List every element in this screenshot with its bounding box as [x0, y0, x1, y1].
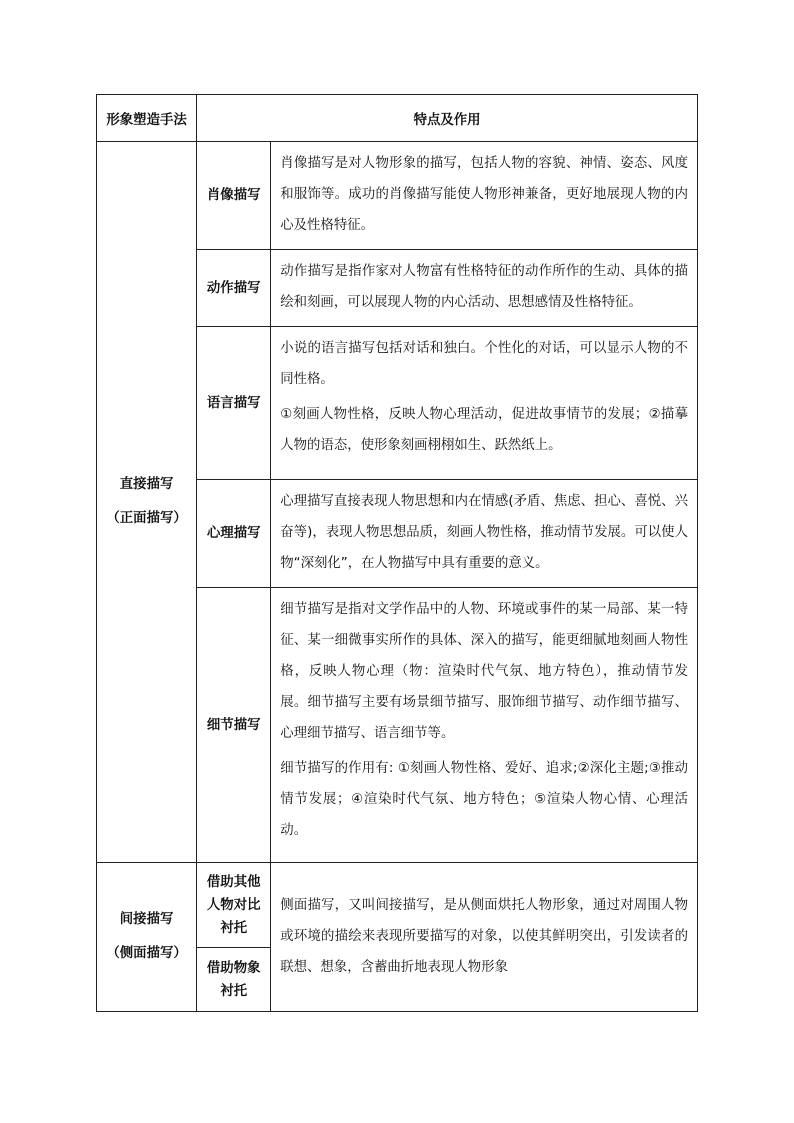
direct-subtitle: （正面描写）	[106, 511, 187, 526]
row-label: 语言描写	[197, 327, 271, 480]
header-row	[97, 95, 698, 142]
paragraph: ①刻画人物性格，反映人物心理活动，促进故事情节的发展；②描摹人物的语态，使形象刻画栩栩如生、跃然纸上。	[280, 407, 688, 453]
paragraph: 小说的语言描写包括对话和独白。个性化的对话，可以显示人物的不同性格。	[280, 341, 688, 387]
table-row	[97, 863, 698, 948]
header-method: 形象塑造手法	[97, 95, 197, 142]
table-row	[97, 142, 698, 250]
row-label: 借助物象衬托	[197, 948, 271, 1012]
row-description	[271, 863, 698, 1012]
row-label: 心理描写	[197, 480, 271, 588]
row-label: 动作描写	[197, 250, 271, 327]
paragraph: 侧面描写，又叫间接描写，是从侧面烘托人物形象，通过对周围人物或环境的描绘来表现所要描写的对象，以使其鲜明突出，引发读者的联想、想象，含蓄曲折地表现人物形象	[280, 897, 688, 975]
row-description	[271, 588, 698, 863]
header-features: 特点及作用	[197, 95, 698, 142]
row-description	[271, 142, 698, 250]
indirect-subtitle: （侧面描写）	[106, 946, 187, 961]
row-label: 肖像描写	[197, 142, 271, 250]
row-label: 细节描写	[197, 588, 271, 863]
paragraph: 动作描写是指作家对人物富有性格特征的动作所作的生动、具体的描绘和刻画，可以展现人物的内心活动、思想感情及性格特征。	[280, 264, 688, 310]
indirect-title: 间接描写	[119, 912, 174, 927]
method-table	[96, 94, 698, 1012]
direct-title: 直接描写	[119, 477, 174, 492]
paragraph: 细节描写的作用有: ①刻画人物性格、爱好、追求;②深化主题;③推动情节发展；④渲染时代气氛、地方特色；⑤渲染人物心情、心理活动。	[280, 761, 688, 838]
paragraph: 细节描写是指对文学作品中的人物、环境或事件的某一局部、某一特征、某一细微事实所作的具体、深入的描写，能更细腻地刻画人物性格，反映人物心理（物：渲染时代气氛、地方特色），推动情节发展。细节描写主要有场景细节描写、服饰细节描写、动作细节描写、心理细节描写、语言细节等。	[280, 602, 688, 741]
row-description	[271, 327, 698, 480]
row-description	[271, 480, 698, 588]
direct-group-cell	[97, 142, 197, 863]
row-description	[271, 250, 698, 327]
row-label: 借助其他人物对比衬托	[197, 863, 271, 948]
paragraph: 肖像描写是对人物形象的描写，包括人物的容貌、神情、姿态、风度和服饰等。成功的肖像描写能使人物形神兼备，更好地展现人物的内心及性格特征。	[280, 156, 688, 233]
indirect-group-cell	[97, 863, 197, 1012]
paragraph: 心理描写直接表现人物思想和内在情感(矛盾、焦虑、担心、喜悦、兴奋等)，表现人物思想品质，刻画人物性格，推动情节发展。可以使人物“深刻化”，在人物描写中具有重要的意义。	[280, 494, 688, 571]
